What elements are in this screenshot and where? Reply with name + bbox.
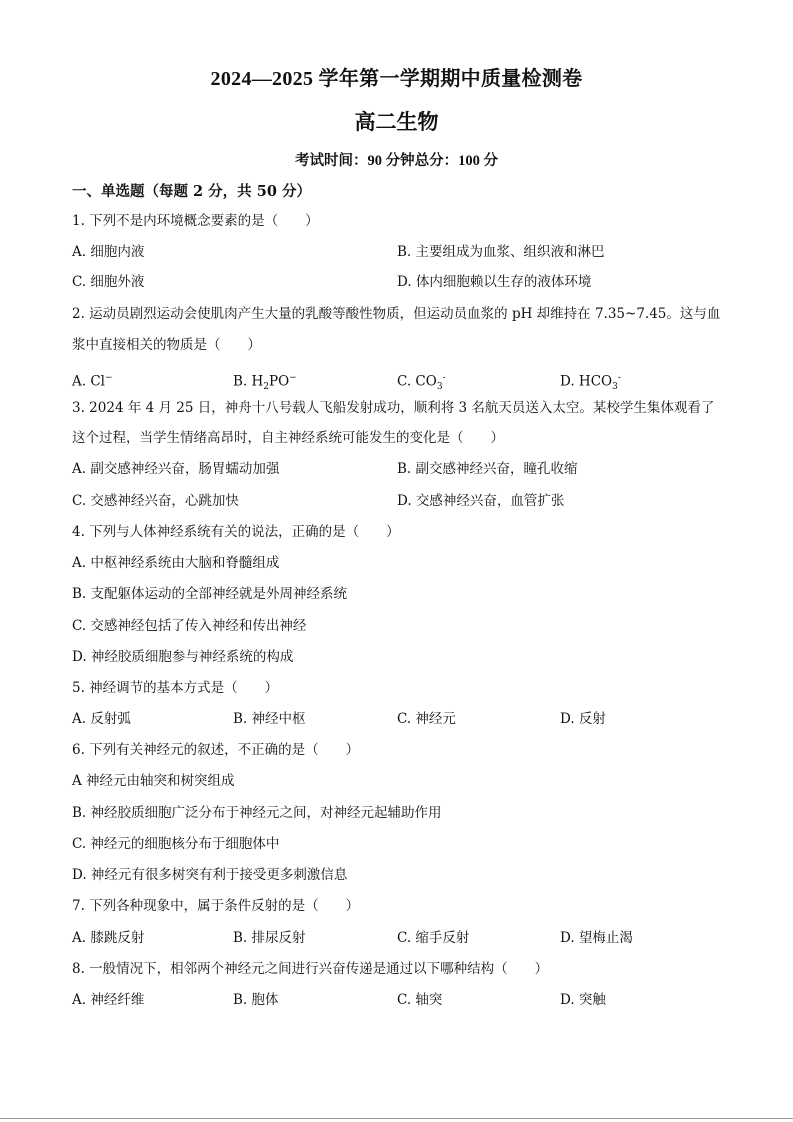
option-b: B. $H_2PO^-$ bbox=[233, 373, 297, 393]
exam-info: 考试时间：90 分钟总分：100 分 bbox=[295, 153, 498, 169]
option-d: D. 神经元有很多树突有利于接受更多刺激信息 bbox=[72, 867, 348, 883]
option-b: B. 神经胶质细胞广泛分布于神经元之间，对神经元起辅助作用 bbox=[72, 805, 442, 821]
option-c: C. 神经元的细胞核分布于细胞体中 bbox=[72, 836, 280, 852]
page-bottom-rule bbox=[0, 1118, 793, 1119]
question-stem: 8. 一般情况下，相邻两个神经元之间进行兴奋传递是通过以下哪种结构（ ） bbox=[72, 961, 549, 977]
option-a: A. Cl− bbox=[72, 373, 113, 390]
option-a: A. 神经纤维 bbox=[72, 992, 145, 1008]
section-heading: 一、单选题（每题 2 分，共 50 分） bbox=[72, 183, 311, 200]
subject-title: 高二生物 bbox=[354, 110, 439, 134]
option-a: A. 反射弧 bbox=[72, 711, 131, 727]
option-b: B. 支配躯体运动的全部神经就是外周神经系统 bbox=[72, 586, 348, 602]
option-a: A. 膝跳反射 bbox=[72, 930, 145, 946]
option-b: B. 胞体 bbox=[233, 992, 279, 1008]
question-stem: 这个过程，当学生情绪高昂时，自主神经系统可能发生的变化是（ ） bbox=[72, 430, 504, 446]
question-stem: 浆中直接相关的物质是（ ） bbox=[72, 337, 261, 353]
option-b: B. 副交感神经兴奋，瞳孔收缩 bbox=[397, 461, 578, 477]
option-a: A. 副交感神经兴奋，肠胃蠕动加强 bbox=[72, 461, 280, 477]
question-stem: 4. 下列与人体神经系统有关的说法，正确的是（ ） bbox=[72, 524, 400, 540]
option-d: D. 体内细胞赖以生存的液体环境 bbox=[397, 274, 592, 290]
option-b: B. 主要组成为血浆、组织液和淋巴 bbox=[397, 244, 605, 260]
option-d: D. 反射 bbox=[560, 711, 606, 727]
option-a: A. 细胞内液 bbox=[72, 244, 145, 260]
option-a: A 神经元由轴突和树突组成 bbox=[72, 773, 235, 789]
question-stem: 3. 2024 年 4 月 25 日，神舟十八号载人飞船发射成功，顺利将 3 名航天员送入太空。某校学生集体观看了 bbox=[72, 400, 715, 416]
option-c: C. 轴突 bbox=[397, 992, 443, 1008]
question-stem: 1. 下列不是内环境概念要素的是（ ） bbox=[72, 213, 319, 229]
option-d: D. 突触 bbox=[560, 992, 606, 1008]
option-c: C. 交感神经兴奋，心跳加快 bbox=[72, 493, 239, 509]
option-c: C. $CO_3^-$ bbox=[397, 373, 446, 393]
question-stem: 7. 下列各种现象中，属于条件反射的是（ ） bbox=[72, 898, 360, 914]
question-stem: 2. 运动员剧烈运动会使肌肉产生大量的乳酸等酸性物质，但运动员血浆的 pH 却维持在 7.35~7.45。这与血 bbox=[72, 306, 721, 322]
option-b: B. 排尿反射 bbox=[233, 930, 306, 946]
option-a: A. 中枢神经系统由大脑和脊髓组成 bbox=[72, 555, 280, 571]
question-stem: 5. 神经调节的基本方式是（ ） bbox=[72, 680, 279, 696]
option-d: D. 交感神经兴奋，血管扩张 bbox=[397, 493, 565, 509]
option-c: C. 缩手反射 bbox=[397, 930, 470, 946]
question-stem: 6. 下列有关神经元的叙述，不正确的是（ ） bbox=[72, 742, 360, 758]
option-d: D. $HCO_3^-$ bbox=[560, 373, 621, 393]
option-c: C. 神经元 bbox=[397, 711, 456, 727]
option-c: C. 交感神经包括了传入神经和传出神经 bbox=[72, 618, 307, 634]
option-d: D. 神经胶质细胞参与神经系统的构成 bbox=[72, 649, 294, 665]
option-b: B. 神经中枢 bbox=[233, 711, 306, 727]
option-c: C. 细胞外液 bbox=[72, 274, 145, 290]
option-d: D. 望梅止渴 bbox=[560, 930, 633, 946]
exam-title: 2024—2025 学年第一学期期中质量检测卷 bbox=[210, 68, 583, 90]
